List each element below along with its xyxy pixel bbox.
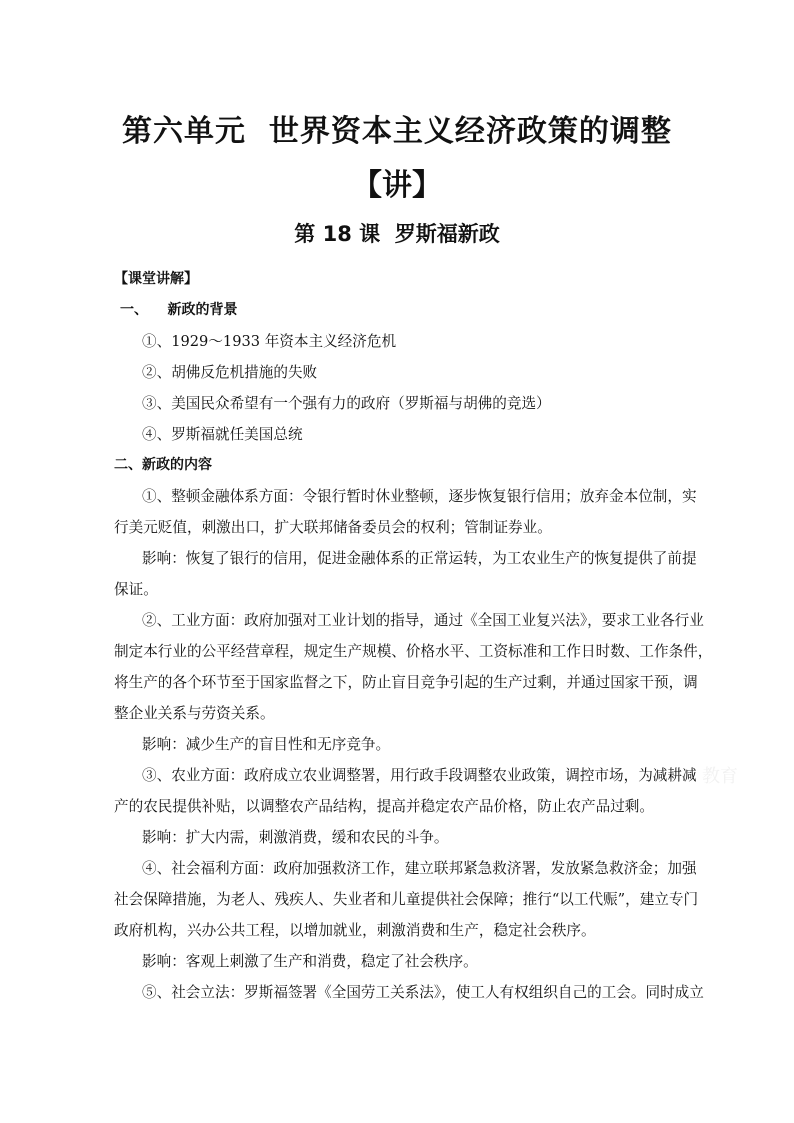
paragraph-line: ②、工业方面：政府加强对工业计划的指导，通过《全国工业复兴法》，要求工业各行业 [142, 612, 704, 629]
paragraph-line: 产的农民提供补贴，以调整农产品结构，提高并稳定农产品价格，防止农产品过剩。 [114, 798, 654, 815]
paragraph-line: 影响：客观上刺激了生产和消费，稳定了社会秩序。 [142, 953, 478, 970]
paragraph-line: 影响：恢复了银行的信用，促进金融体系的正常运转，为工农业生产的恢复提供了前提 [142, 550, 697, 567]
paragraph-line: 行美元贬值，刺激出口，扩大联邦储备委员会的权利；管制证券业。 [114, 519, 552, 536]
paragraph-line: 整企业关系与劳资关系。 [114, 705, 275, 722]
unit-title: 第六单元 世界资本主义经济政策的调整 [122, 114, 672, 149]
paragraph-line: ③、农业方面：政府成立农业调整署，用行政手段调整农业政策，调控市场，为减耕减 [142, 767, 697, 784]
list-item: ①、1929～1933 年资本主义经济危机 [142, 333, 397, 350]
paragraph-line: 影响：减少生产的盲目性和无序竞争。 [142, 736, 391, 753]
list-item: ③、美国民众希望有一个强有力的政府（罗斯福与胡佛的竞选） [142, 395, 551, 412]
paragraph-line: ④、社会福利方面：政府加强救济工作，建立联邦紧急救济署，发放紧急救济金；加强 [142, 860, 697, 877]
paragraph-line: 政府机构，兴办公共工程，以增加就业，刺激消费和生产，稳定社会秩序。 [114, 922, 596, 939]
document-body [114, 264, 713, 1008]
list-item: ②、胡佛反危机措施的失败 [142, 364, 318, 381]
section-tag: 【讲】 [352, 168, 442, 203]
paragraph-line: ⑤、社会立法：罗斯福签署《全国劳工关系法》，使工人有权组织自己的工会。同时成立 [142, 984, 704, 1001]
list-item: ④、罗斯福就任美国总统 [142, 426, 303, 443]
watermark: 教育 [702, 766, 738, 787]
part2-heading: 二、新政的内容 [114, 457, 212, 473]
paragraph-line: 保证。 [114, 581, 158, 598]
paragraph-line: 将生产的各个环节至于国家监督之下，防止盲目竞争引起的生产过剩，并通过国家干预，调 [114, 674, 698, 691]
paragraph-line: 社会保障措施，为老人、残疾人、失业者和儿童提供社会保障；推行“以工代赈”，建立专门 [114, 891, 699, 908]
paragraph-line: 影响：扩大内需，刺激消费，缓和农民的斗争。 [142, 829, 449, 846]
lesson-title: 第 18 课 罗斯福新政 [294, 222, 500, 246]
paragraph-line: 制定本行业的公平经营章程，规定生产规模、价格水平、工资标准和工作日时数、工作条件， [114, 643, 713, 660]
class-header: 【课堂讲解】 [114, 271, 198, 287]
part1-heading: 一、 新政的背景 [120, 302, 238, 318]
paragraph-line: ①、整顿金融体系方面：令银行暂时休业整顿，逐步恢复银行信用；放弃金本位制，实 [142, 488, 697, 505]
